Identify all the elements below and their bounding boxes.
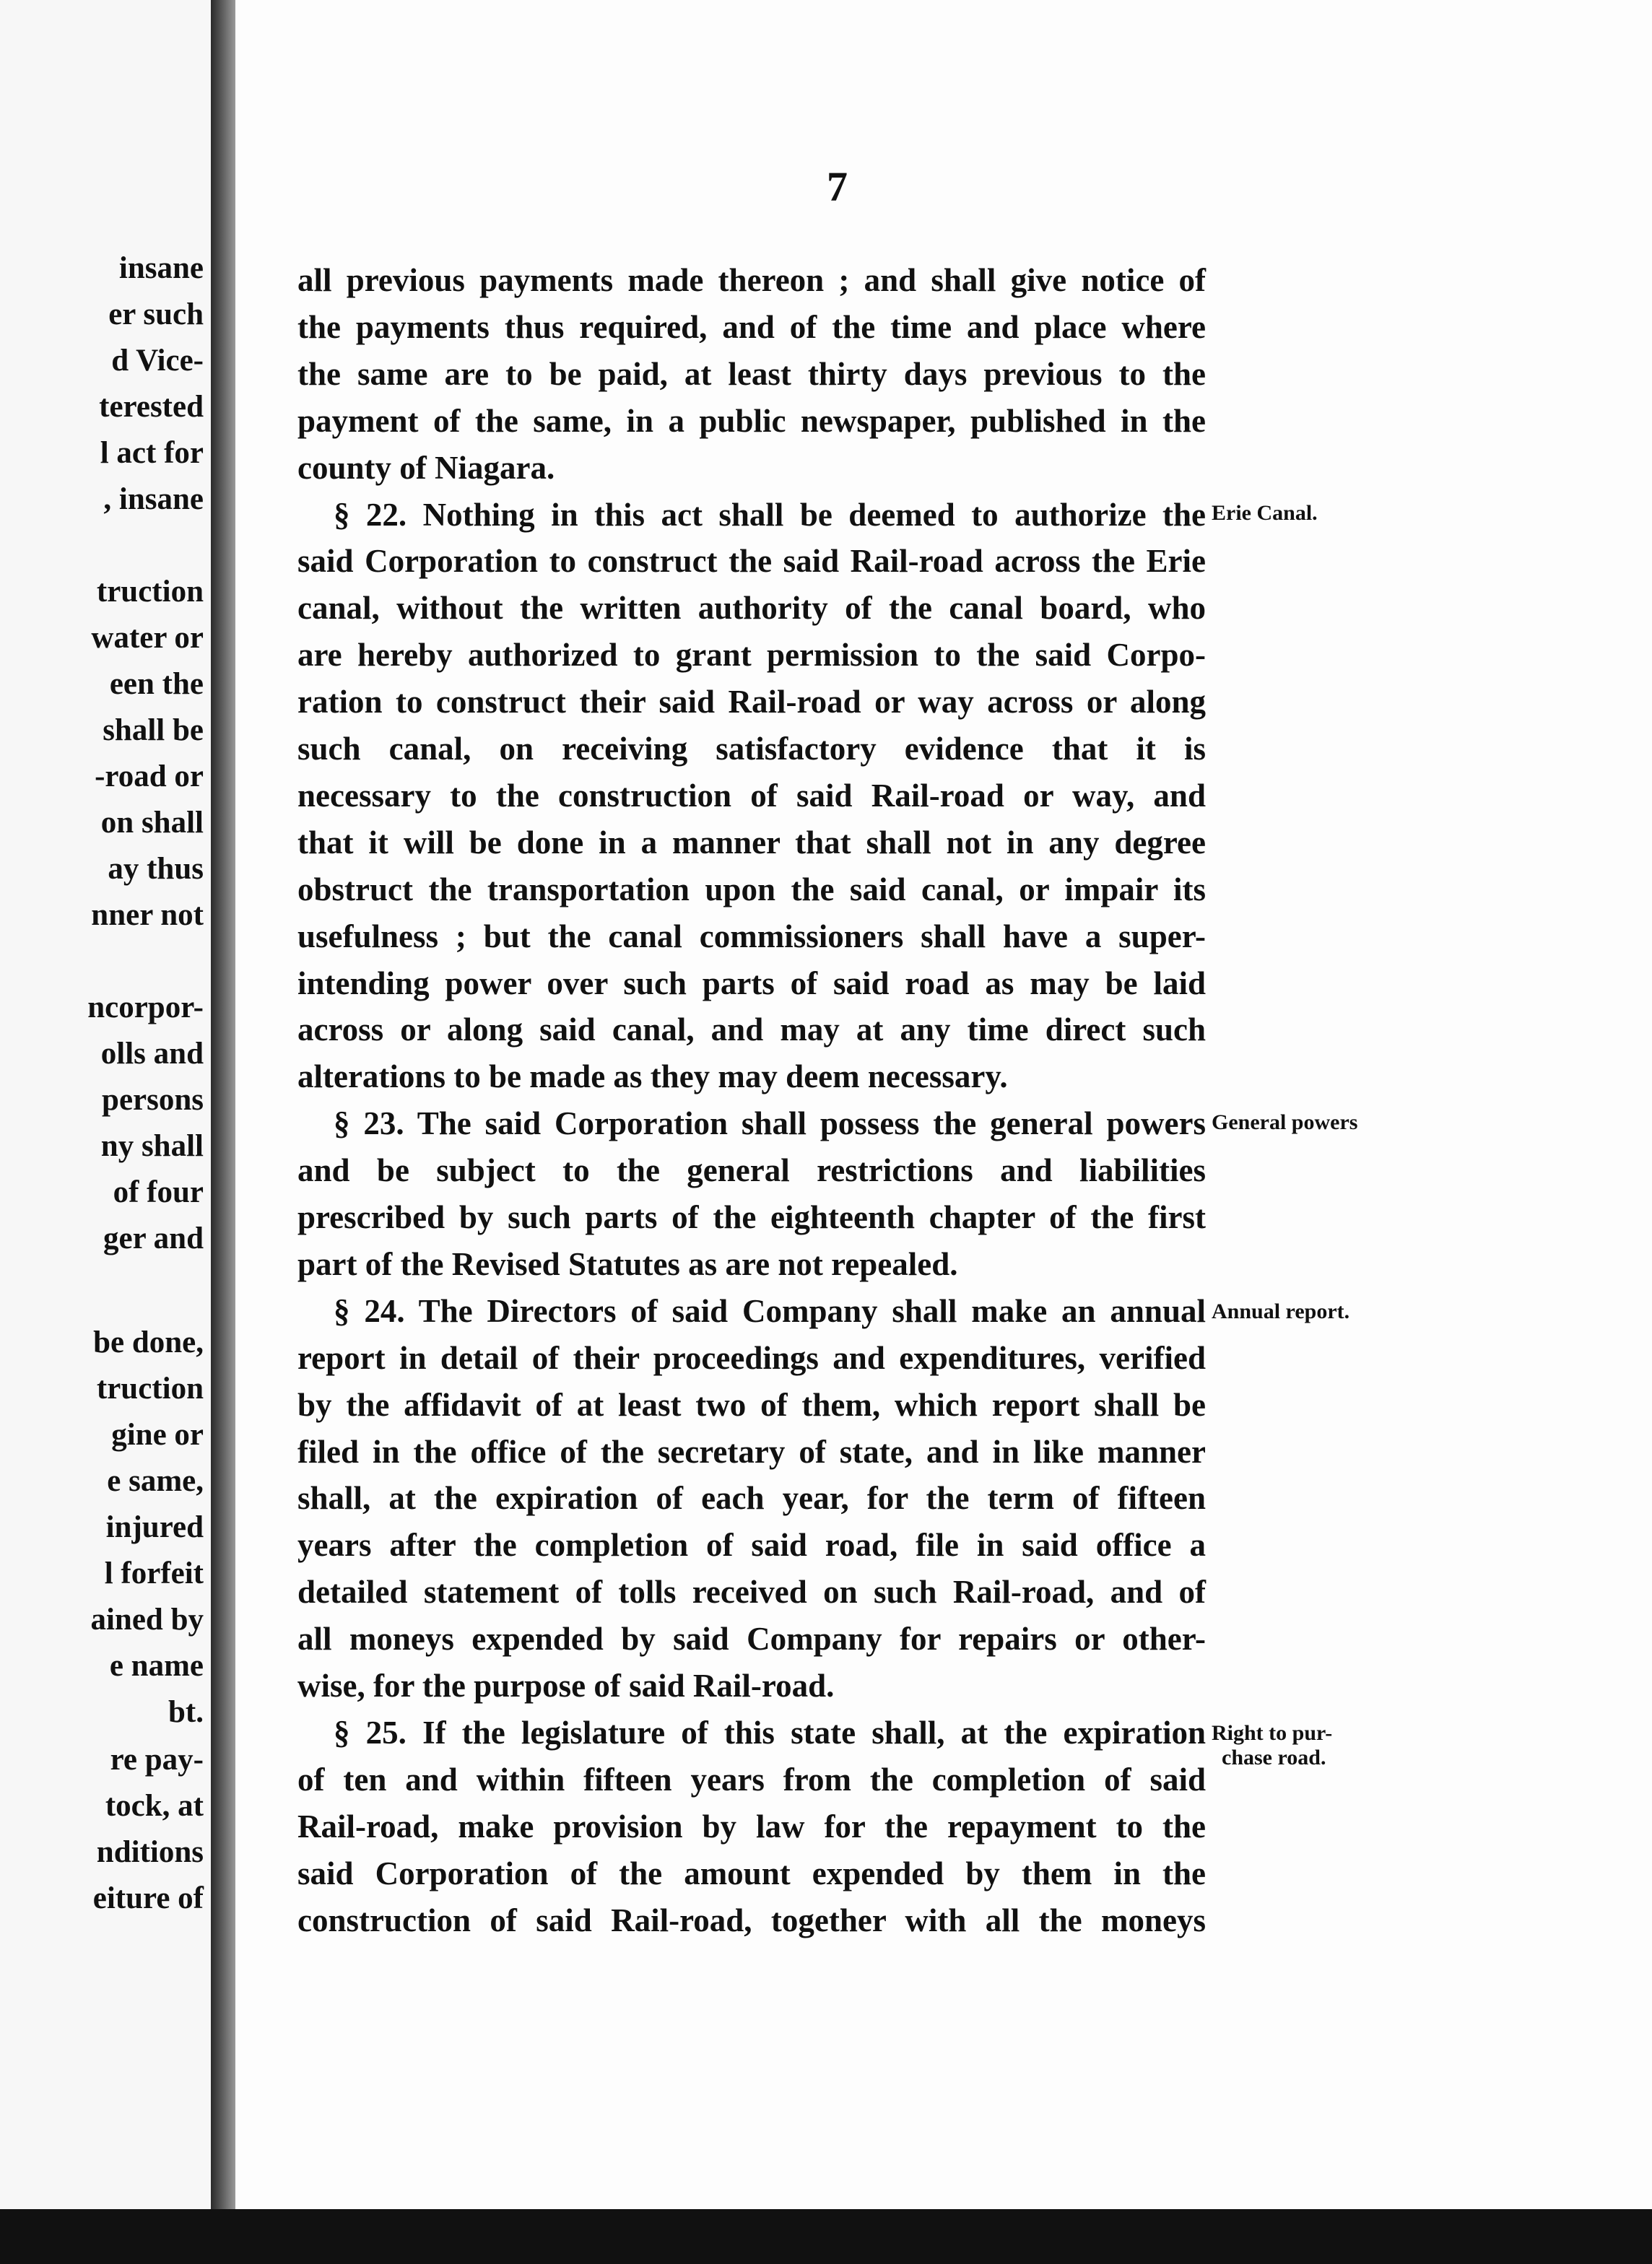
margin-note-right-to-purchase: Right to pur- bbox=[1212, 1721, 1333, 1745]
left-page-fragment: ncorpor- bbox=[87, 991, 204, 1024]
body-line: § 22. Nothing in this act shall be deemed to authorize the bbox=[334, 497, 1206, 533]
margin-note-annual-report: Annual report. bbox=[1212, 1299, 1350, 1323]
body-line: prescribed by such parts of the eighteenth chapter of the first bbox=[297, 1199, 1206, 1235]
left-page-fragment: olls and bbox=[100, 1037, 204, 1071]
left-page-fragment: er such bbox=[108, 297, 204, 331]
body-line: part of the Revised Statutes as are not repealed. bbox=[297, 1246, 958, 1282]
left-page-fragment: truction bbox=[96, 575, 204, 609]
body-line: necessary to the construction of said Rail-road or way, and bbox=[297, 778, 1206, 814]
left-page-fragment: ay thus bbox=[108, 852, 204, 886]
body-line: § 23. The said Corporation shall possess the general powers bbox=[334, 1105, 1206, 1141]
left-page-fragment: water or bbox=[91, 621, 204, 655]
body-line: wise, for the purpose of said Rail-road. bbox=[297, 1668, 835, 1704]
scan-bottom-edge bbox=[0, 2209, 1652, 2264]
left-page-fragment: bt. bbox=[168, 1695, 204, 1729]
left-page-fragment: l act for bbox=[100, 436, 204, 470]
margin-note-erie-canal: Erie Canal. bbox=[1212, 501, 1318, 525]
body-line: years after the completion of said road, file in said office a bbox=[297, 1527, 1206, 1563]
left-page-fragment: , insane bbox=[103, 482, 204, 516]
body-line: alterations to be made as they may deem necessary. bbox=[297, 1058, 1008, 1094]
left-page-fragment: ained by bbox=[90, 1603, 204, 1637]
body-line: are hereby authorized to grant permission to the said Corpo- bbox=[297, 637, 1206, 673]
left-page-fragment: shall be bbox=[103, 713, 204, 747]
body-line: such canal, on receiving satisfactory evidence that it is bbox=[297, 731, 1206, 767]
body-line: canal, without the written authority of the canal board, who bbox=[297, 590, 1206, 626]
body-line: of ten and within fifteen years from the completion of said bbox=[297, 1762, 1206, 1798]
page-number: 7 bbox=[827, 163, 848, 210]
body-line: detailed statement of tolls received on such Rail-road, and of bbox=[297, 1574, 1206, 1610]
left-page-fragment: eiture of bbox=[92, 1881, 204, 1915]
body-line: said Corporation to construct the said Rail-road across the Erie bbox=[297, 543, 1206, 579]
left-page-fragment: truction bbox=[96, 1372, 204, 1406]
left-page-fragment: l forfeit bbox=[104, 1556, 204, 1590]
body-line: payment of the same, in a public newspaper, published in the bbox=[297, 403, 1206, 439]
body-line: § 24. The Directors of said Company shall make an annual bbox=[334, 1293, 1206, 1329]
left-page-fragment: injured bbox=[105, 1510, 204, 1544]
left-page-fragment: tock, at bbox=[105, 1789, 204, 1823]
left-page-fragment: terested bbox=[99, 390, 204, 424]
margin-note-right-to-purchase-cont: chase road. bbox=[1222, 1746, 1326, 1769]
body-line: shall, at the expiration of each year, for the term of fifteen bbox=[297, 1480, 1206, 1516]
left-page-fragment: ny shall bbox=[100, 1129, 204, 1163]
left-page-fragment: nditions bbox=[96, 1835, 204, 1869]
body-line: Rail-road, make provision by law for the repayment to the bbox=[297, 1808, 1206, 1845]
left-page-fragment: re pay- bbox=[110, 1743, 204, 1777]
left-page-fragment: ger and bbox=[103, 1222, 204, 1255]
left-page-fragment: d Vice- bbox=[111, 344, 204, 378]
body-line: usefulness ; but the canal commissioners shall have a super- bbox=[297, 918, 1206, 954]
body-line: said Corporation of the amount expended by them in the bbox=[297, 1855, 1206, 1891]
body-line: report in detail of their proceedings and expenditures, verified bbox=[297, 1340, 1206, 1376]
body-line: obstruct the transportation upon the said canal, or impair its bbox=[297, 871, 1206, 907]
left-page-fragment: nner not bbox=[91, 898, 204, 932]
body-line: all moneys expended by said Company for repairs or other- bbox=[297, 1621, 1206, 1657]
body-line: the payments thus required, and of the time and place where bbox=[297, 309, 1206, 345]
body-line: and be subject to the general restrictions and liabilities bbox=[297, 1152, 1206, 1188]
body-line: all previous payments made thereon ; and shall give notice of bbox=[297, 262, 1206, 298]
left-page-fragment: insane bbox=[118, 251, 204, 285]
left-page-fragment: on shall bbox=[100, 806, 204, 840]
left-page-fragment: persons bbox=[102, 1083, 204, 1117]
body-line: by the affidavit of at least two of them, which report shall be bbox=[297, 1387, 1206, 1423]
left-page-fragment: een the bbox=[109, 667, 204, 701]
body-line: construction of said Rail-road, together with all the moneys bbox=[297, 1902, 1206, 1938]
left-page-fragment: -road or bbox=[95, 759, 204, 793]
body-line: filed in the office of the secretary of state, and in like manner bbox=[297, 1434, 1206, 1470]
body-line: ration to construct their said Rail-road or way across or along bbox=[297, 684, 1206, 720]
left-page-fragment: be done, bbox=[93, 1325, 204, 1359]
body-line: § 25. If the legislature of this state shall, at the expiration bbox=[334, 1715, 1206, 1751]
body-line: the same are to be paid, at least thirty days previous to the bbox=[297, 356, 1206, 392]
body-line: county of Niagara. bbox=[297, 450, 555, 486]
left-page-fragment: gine or bbox=[111, 1418, 204, 1452]
body-line: intending power over such parts of said road as may be laid bbox=[297, 965, 1206, 1001]
book-gutter bbox=[211, 0, 235, 2231]
left-page-fragment: e same, bbox=[107, 1464, 204, 1498]
body-line: across or along said canal, and may at any time direct such bbox=[297, 1011, 1206, 1048]
left-facing-page bbox=[0, 0, 211, 2209]
margin-note-general-powers: General powers bbox=[1212, 1110, 1358, 1134]
left-page-fragment: of four bbox=[113, 1175, 204, 1209]
body-line: that it will be done in a manner that shall not in any degree bbox=[297, 824, 1206, 861]
left-page-fragment: e name bbox=[109, 1649, 204, 1683]
